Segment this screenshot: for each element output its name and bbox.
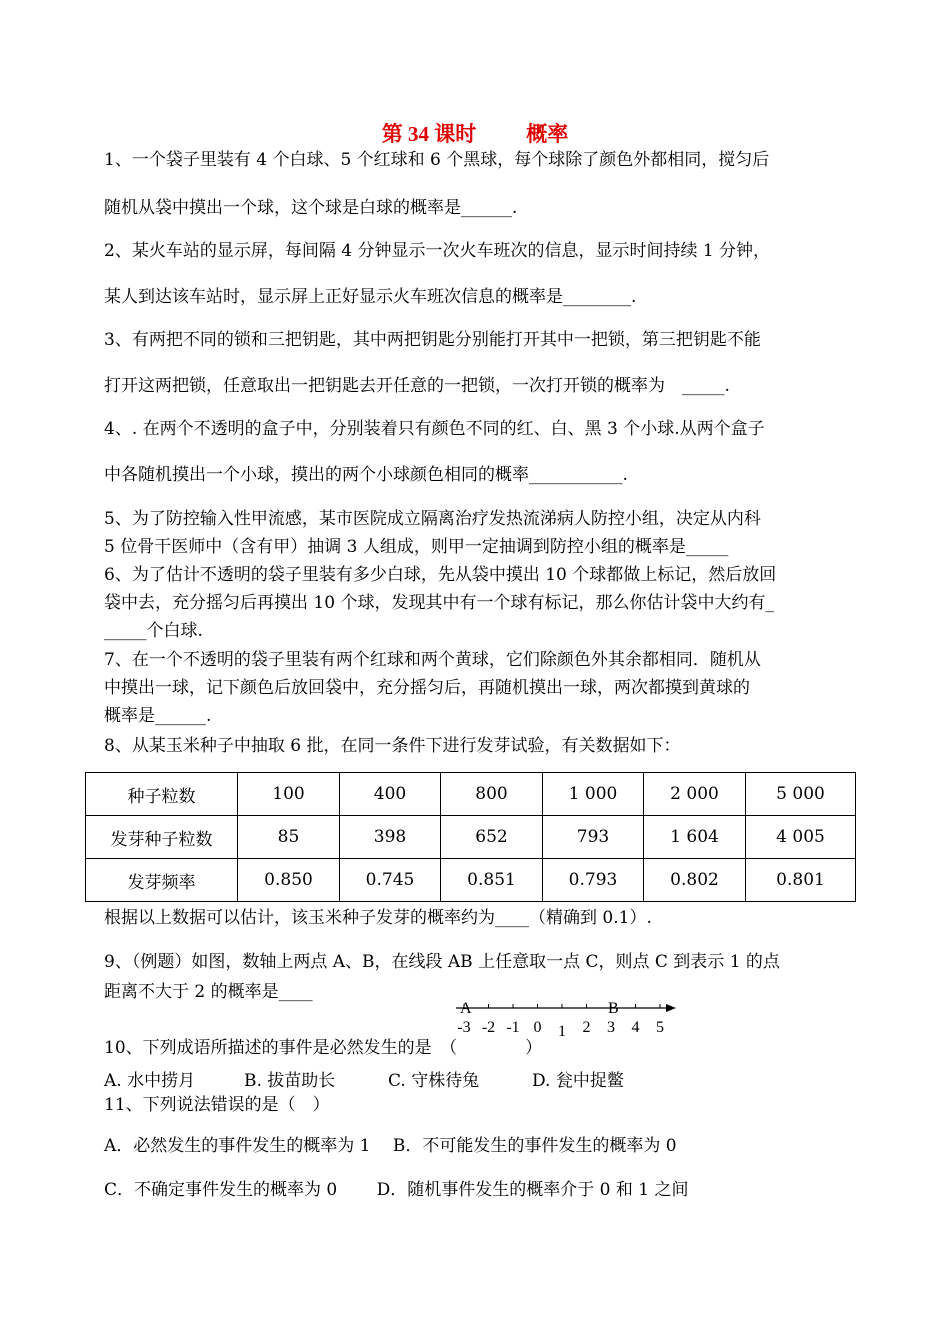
table-cell: 652 <box>441 816 543 859</box>
tick-label: -1 <box>506 1019 520 1036</box>
tick-label: 1 <box>558 1023 566 1040</box>
option-c: C. 守株待兔 <box>388 1071 480 1091</box>
table-cell: 793 <box>543 816 644 859</box>
table-cell: 0.793 <box>543 859 644 902</box>
table-cell: 5 000 <box>746 773 856 816</box>
question-7-line-1: 7、在一个不透明的袋子里装有两个红球和两个黄球，它们除颜色外其余都相同．随机从 <box>104 650 761 670</box>
tick-label: 5 <box>656 1019 664 1036</box>
question-11-line-3: C．不确定事件发生的概率为 0 D．随机事件发生的概率介于 0 和 1 之间 <box>104 1180 689 1200</box>
arrow-head-icon <box>666 1004 676 1012</box>
table-cell: 1 000 <box>543 773 644 816</box>
tick-label: 2 <box>582 1019 591 1036</box>
tick-label: 3 <box>607 1019 615 1036</box>
table-cell: 0.745 <box>340 859 441 902</box>
table-cell: 100 <box>238 773 340 816</box>
question-5-line-1: 5、为了防控输入性甲流感，某市医院成立隔离治疗发热流涕病人防控小组，决定从内科 <box>104 509 761 529</box>
table-cell: 0.802 <box>644 859 746 902</box>
point-b-label: B <box>608 1000 619 1017</box>
option-d: D. 瓮中捉鳖 <box>532 1071 624 1091</box>
table-cell: 发芽种子粒数 <box>86 816 238 859</box>
question-11-line-1: 11、下列说法错误的是（ ） <box>104 1095 330 1115</box>
question-8-line-2: 根据以上数据可以估计，该玉米种子发芽的概率约为____（精确到 0.1）. <box>104 908 652 928</box>
table-cell: 种子粒数 <box>86 773 238 816</box>
question-9-line-2: 距离不大于 2 的概率是____ <box>104 982 313 1002</box>
tick-label: 4 <box>631 1019 640 1036</box>
question-9-line-1: 9、（例题）如图，数轴上两点 A、B，在线段 AB 上任意取一点 C，则点 C 到表示 1 的点 <box>104 952 780 972</box>
point-a-label: A <box>460 1000 472 1017</box>
option-a: A. 水中捞月 <box>104 1071 196 1091</box>
question-5-line-2: 5 位骨干医师中（含有甲）抽调 3 人组成，则甲一定抽调到防控小组的概率是_____ <box>104 537 729 557</box>
question-3-line-1: 3、有两把不同的锁和三把钥匙，其中两把钥匙分别能打开其中一把锁，第三把钥匙不能 <box>104 330 761 350</box>
question-7-line-3: 概率是______. <box>104 706 212 726</box>
table-cell: 2 000 <box>644 773 746 816</box>
tick-label: -2 <box>481 1019 496 1036</box>
table-cell: 0.801 <box>746 859 856 902</box>
question-11-line-2: A．必然发生的事件发生的概率为 1 B．不可能发生的事件发生的概率为 0 <box>104 1136 677 1156</box>
table-cell: 1 604 <box>644 816 746 859</box>
table-cell: 400 <box>340 773 441 816</box>
table-cell: 发芽频率 <box>86 859 238 902</box>
table-row <box>86 773 856 816</box>
germination-table <box>85 772 856 902</box>
question-6-line-3: _____个白球. <box>104 621 203 641</box>
question-6-line-1: 6、为了估计不透明的袋子里装有多少白球，先从袋中摸出 10 个球都做上标记，然后放回 <box>104 565 777 585</box>
question-2-line-1: 2、某火车站的显示屏，每间隔 4 分钟显示一次火车班次的信息，显示时间持续 1 分钟， <box>104 241 771 261</box>
tick-label: 0 <box>533 1019 542 1036</box>
table-row <box>86 816 856 859</box>
question-2-line-2: 某人到达该车站时，显示屏上正好显示火车班次信息的概率是________. <box>104 287 637 307</box>
table-cell: 4 005 <box>746 816 856 859</box>
question-7-line-2: 中摸出一球，记下颜色后放回袋中，充分摇匀后，再随机摸出一球，两次都摸到黄球的 <box>104 678 750 698</box>
table-cell: 85 <box>238 816 340 859</box>
question-4-line-1: 4、. 在两个不透明的盒子中，分别装着只有颜色不同的红、白、黑 3 个小球.从两个盒子 <box>104 419 765 439</box>
table-row <box>86 859 856 902</box>
table-cell: 398 <box>340 816 441 859</box>
table-cell: 800 <box>441 773 543 816</box>
question-8-line-1: 8、从某玉米种子中抽取 6 批，在同一条件下进行发芽试验，有关数据如下： <box>104 736 681 756</box>
question-10-line-1: 10、下列成语所描述的事件是必然发生的是 （ ） <box>104 1038 543 1058</box>
title-topic: 概率 <box>526 122 569 146</box>
question-6-line-2: 袋中去，充分摇匀后再摸出 10 个球，发现其中有一个球有标记，那么你估计袋中大约有_ <box>104 593 774 613</box>
option-b: B. 拔苗助长 <box>244 1071 336 1091</box>
title-lesson: 第 34 课时 <box>381 122 477 146</box>
tick-label: -3 <box>457 1019 471 1036</box>
table-cell: 0.851 <box>441 859 543 902</box>
question-1-line-1: 1、一个袋子里装有 4 个白球、5 个红球和 6 个黑球，每个球除了颜色外都相同，搅匀后 <box>104 150 770 170</box>
question-3-line-2: 打开这两把锁，任意取出一把钥匙去开任意的一把锁，一次打开锁的概率为 _____. <box>104 376 730 396</box>
page-title <box>0 118 950 148</box>
table-cell: 0.850 <box>238 859 340 902</box>
question-4-line-2: 中各随机摸出一个小球，摸出的两个小球颜色相同的概率___________. <box>104 465 628 485</box>
question-1-line-2: 随机从袋中摸出一个球，这个球是白球的概率是______. <box>104 198 518 218</box>
